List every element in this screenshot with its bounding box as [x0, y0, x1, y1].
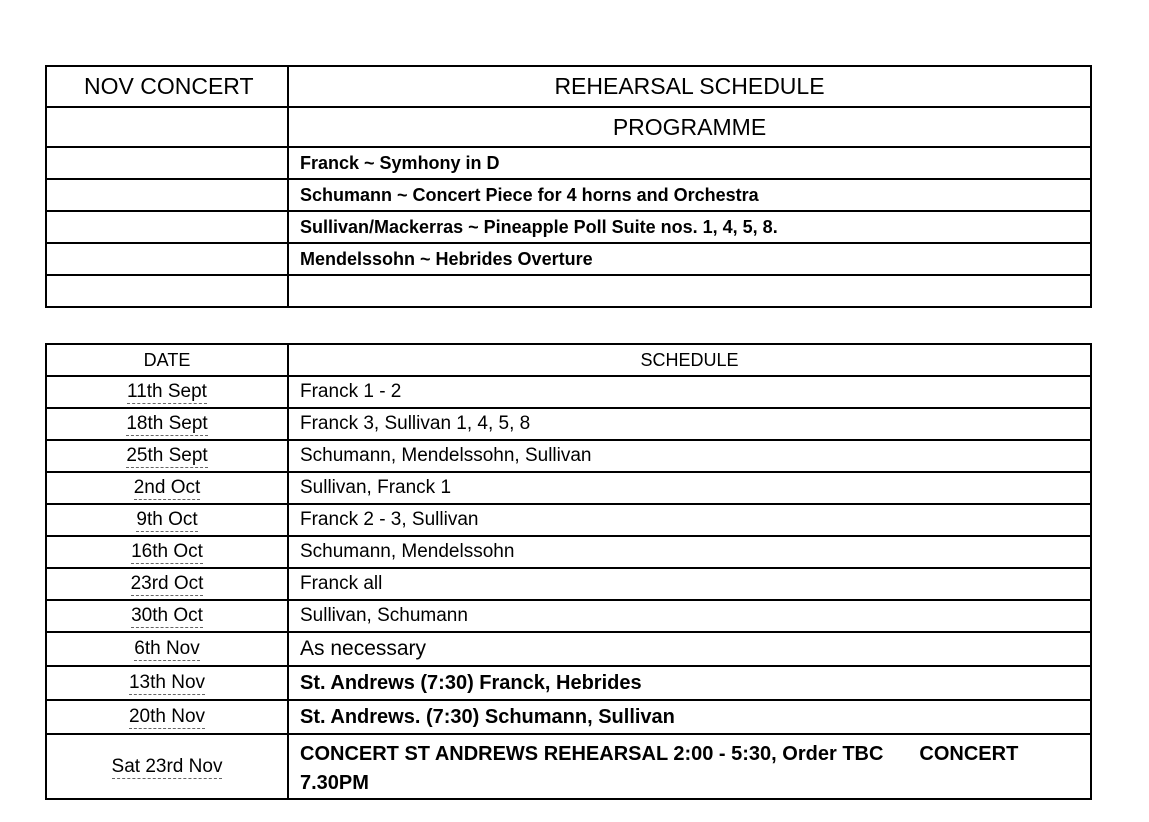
schedule-cell: St. Andrews. (7:30) Schumann, Sullivan	[288, 700, 1091, 734]
programme-piece: Franck ~ Symhony in D	[288, 147, 1091, 179]
schedule-cell: Franck 3, Sullivan 1, 4, 5, 8	[288, 408, 1091, 440]
programme-piece: Sullivan/Mackerras ~ Pineapple Poll Suite nos. 1, 4, 5, 8.	[288, 211, 1091, 243]
table-row	[46, 666, 1091, 700]
programme-label: PROGRAMME	[288, 107, 1091, 147]
programme-table	[45, 65, 1092, 308]
date-cell	[46, 632, 288, 666]
empty-cell	[46, 243, 288, 275]
date-value: Sat 23rd Nov	[111, 755, 223, 777]
date-cell	[46, 600, 288, 632]
schedule-cell: Franck 1 - 2	[288, 376, 1091, 408]
empty-cell	[46, 211, 288, 243]
table-row	[46, 700, 1091, 734]
programme-label-row	[46, 107, 1091, 147]
programme-item	[46, 211, 1091, 243]
date-cell	[46, 440, 288, 472]
schedule-column-header: SCHEDULE	[288, 344, 1091, 376]
schedule-cell: Schumann, Mendelssohn, Sullivan	[288, 440, 1091, 472]
date-cell	[46, 700, 288, 734]
programme-empty-row	[46, 275, 1091, 307]
date-value: 25th Sept	[126, 445, 208, 466]
date-cell	[46, 536, 288, 568]
date-cell	[46, 376, 288, 408]
date-cell	[46, 472, 288, 504]
date-cell	[46, 504, 288, 536]
date-cell	[46, 408, 288, 440]
concert-day-details: CONCERT ST ANDREWS REHEARSAL 2:00 - 5:30, Order TBC	[300, 742, 884, 765]
empty-cell	[46, 107, 288, 147]
date-value: 13th Nov	[128, 672, 206, 693]
table-row	[46, 734, 1091, 799]
date-value: 23rd Oct	[130, 573, 204, 594]
date-column-header: DATE	[46, 344, 288, 376]
header-row	[46, 66, 1091, 107]
schedule-title: REHEARSAL SCHEDULE	[288, 66, 1091, 107]
schedule-cell: Franck all	[288, 568, 1091, 600]
table-row	[46, 536, 1091, 568]
table-row	[46, 376, 1091, 408]
table-row	[46, 472, 1091, 504]
table-row	[46, 568, 1091, 600]
schedule-cell: St. Andrews (7:30) Franck, Hebrides	[288, 666, 1091, 700]
table-row	[46, 408, 1091, 440]
date-cell	[46, 666, 288, 700]
schedule-cell	[288, 734, 1091, 799]
programme-piece: Mendelssohn ~ Hebrides Overture	[288, 243, 1091, 275]
date-value: 18th Sept	[126, 413, 208, 434]
schedule-header-row	[46, 344, 1091, 376]
concert-title: NOV CONCERT	[46, 66, 288, 107]
schedule-cell: Franck 2 - 3, Sullivan	[288, 504, 1091, 536]
date-value: 9th Oct	[136, 509, 198, 530]
date-value: 30th Oct	[131, 605, 203, 626]
table-row	[46, 504, 1091, 536]
date-value: 20th Nov	[128, 706, 206, 727]
table-row	[46, 440, 1091, 472]
table-row	[46, 632, 1091, 666]
date-cell	[46, 734, 288, 799]
schedule-cell: Schumann, Mendelssohn	[288, 536, 1091, 568]
date-cell	[46, 568, 288, 600]
date-value: 2nd Oct	[133, 477, 201, 498]
date-value: 11th Sept	[127, 381, 207, 402]
empty-cell	[288, 275, 1091, 307]
empty-cell	[46, 179, 288, 211]
programme-item	[46, 243, 1091, 275]
programme-piece: Schumann ~ Concert Piece for 4 horns and Orchestra	[288, 179, 1091, 211]
concert-time: CONCERT 7.30PM	[300, 742, 1019, 794]
date-value: 16th Oct	[131, 541, 203, 562]
schedule-cell: Sullivan, Schumann	[288, 600, 1091, 632]
date-value: 6th Nov	[134, 638, 200, 659]
programme-item	[46, 179, 1091, 211]
table-row	[46, 600, 1091, 632]
empty-cell	[46, 275, 288, 307]
programme-item	[46, 147, 1091, 179]
empty-cell	[46, 147, 288, 179]
schedule-table	[45, 343, 1092, 800]
schedule-cell: As necessary	[288, 632, 1091, 666]
schedule-cell: Sullivan, Franck 1	[288, 472, 1091, 504]
